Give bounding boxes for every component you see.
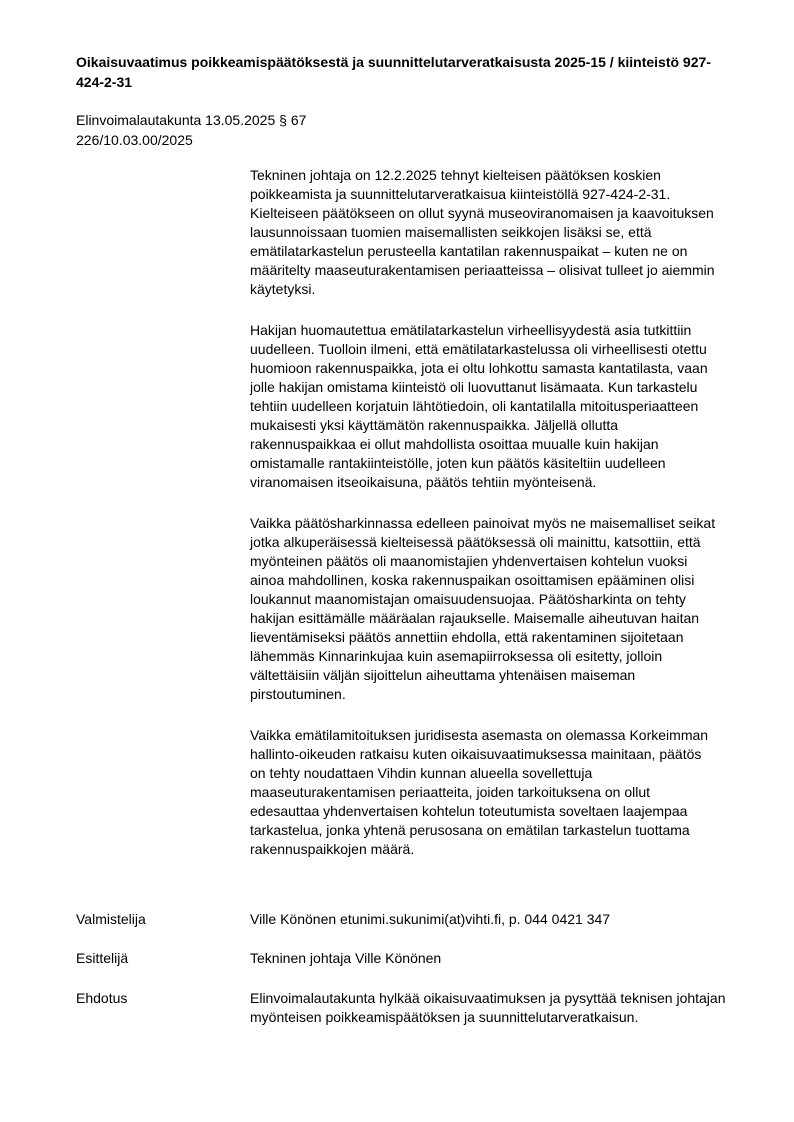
preparer-label: Valmistelija bbox=[76, 911, 146, 927]
record-number: 226/10.03.00/2025 bbox=[76, 132, 193, 148]
presenter-label: Esittelijä bbox=[76, 950, 129, 966]
body-paragraph-4: Vaikka emätilamitoituksen juridisesta asemasta on olemassa Korkeimman hallinto-oikeuden ratkaisu kuten oikaisuvaatimuksessa mainitaan, päätös on tehty noudattaen Vihdin kunnan alueella sovellettuja maaseuturakentamisen periaatteita, joiden tarkoituksena on ollut edesauttaa yhdenvertaisen kohtelun toteutumista soveltaen laajempaa tarkastelua, jonka yhtenä perusosana on emätilan tarkastelun tuottama rakennuspaikkojen määrä. bbox=[250, 727, 709, 857]
preparer-value: Ville Könönen etunimi.sukunimi(at)vihti.fi, p. 044 0421 347 bbox=[250, 911, 611, 927]
meeting-info bbox=[76, 110, 306, 150]
meeting-line: Elinvoimalautakunta 13.05.2025 § 67 bbox=[76, 112, 307, 128]
presenter-value: Tekninen johtaja Ville Könönen bbox=[250, 950, 442, 966]
body-paragraph-1: Tekninen johtaja on 12.2.2025 tehnyt kielteisen päätöksen koskien poikkeamista ja suunnittelutarveratkaisua kiinteistöllä 927-424-2-31. Kielteiseen päätökseen on ollut syynä museoviranomaisen ja kaavoituksen lausunnoissaan tuomien maisemallisten seikkojen lisäksi se, että emätilatarkastelun perusteella kantatilan rakennuspaikat – kuten ne on määritelty maaseuturakentamisen periaatteissa – olisivat tulleet jo aiemmin käytetyksi. bbox=[250, 167, 715, 297]
proposal-label: Ehdotus bbox=[76, 990, 128, 1006]
document-title: Oikaisuvaatimus poikkeamispäätöksestä ja suunnittelutarveratkaisusta 2025-15 / kiinteistö 927-424-2-31 bbox=[76, 54, 711, 90]
body-paragraph-3: Vaikka päätösharkinnassa edelleen painoivat myös ne maisemalliset seikat jotka alkuperäisessä kielteisessä päätöksessä oli mainittu, katsottiin, että myönteinen päätös oli maanomistajien yhdenvertaisen kohtelun vuoksi ainoa mahdollinen, koska rakennuspaikan osoittamisen epääminen olisi loukannut maanomistajan omaisuudensuojaa. Päätösharkinta on tehty hakijan esittämälle määräalan rajaukselle. Maisemalle aiheutuvan haitan lieventämiseksi päätös annettiin ehdolla, että rakentaminen sijoitetaan lähemmäs Kinnarinkujaa kuin asemapiirroksessa oli esitetty, jolloin vältettäisiin väljän sijoittelun aiheuttama yhtenäisen maiseman pirstoutuminen. bbox=[250, 515, 716, 702]
proposal-value: Elinvoimalautakunta hylkää oikaisuvaatimuksen ja pysyttää teknisen johtajan myönteisen poikkeamispäätöksen ja suunnittelutarveratkaisun. bbox=[250, 990, 726, 1025]
body-paragraph-2: Hakijan huomautettua emätilatarkastelun virheellisyydestä asia tutkittiin uudelleen. Tuolloin ilmeni, että emätilatarkastelussa oli virheellisesti otettu huomioon rakennuspaikka, jota ei oltu lohkottu samasta kantatilasta, vaan jolle hakijan omistama kiinteistö oli luovuttanut lisämaata. Kun tarkastelu tehtiin uudelleen korjatuin lähtötiedoin, oli kantatilalla mitoitusperiaatteen mukaisesti yksi käyttämätön rakennuspaikka. Jäljellä ollutta rakennuspaikkaa ei ollut mahdollista osoittaa muualle kuin hakijan omistamalle rantakiinteistölle, joten kun päätös käsiteltiin uudelleen viranomaisen itseoikaisuna, päätös tehtiin myönteisenä. bbox=[250, 322, 708, 490]
document-body bbox=[250, 166, 720, 881]
